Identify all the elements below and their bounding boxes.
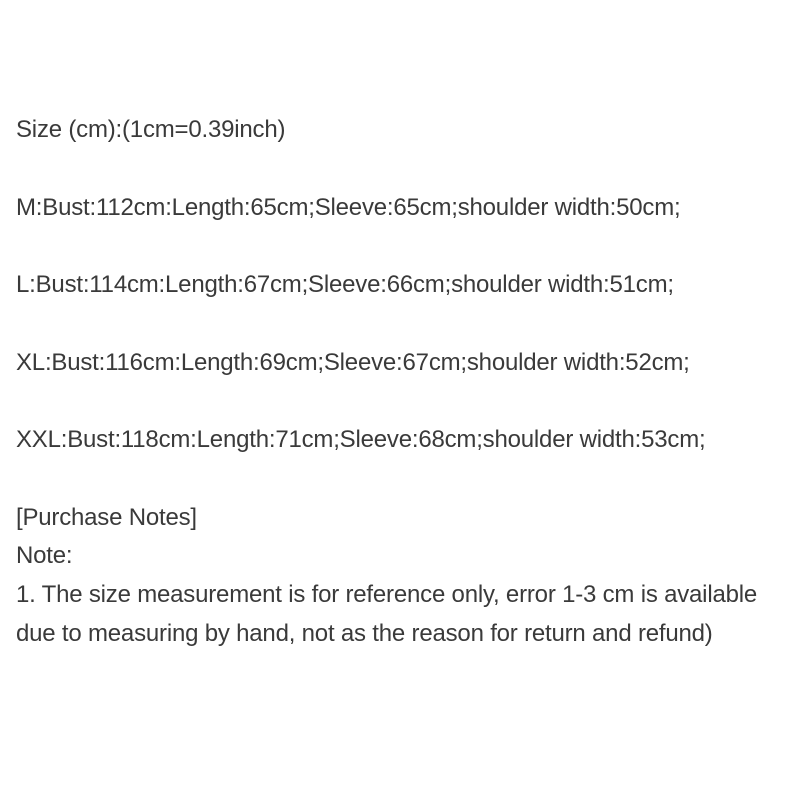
- size-header: Size (cm):(1cm=0.39inch): [16, 116, 286, 143]
- size-row-l: L:Bust:114cm:Length:67cm;Sleeve:66cm;shoulder width:51cm;: [16, 271, 674, 298]
- size-row-m: M:Bust:112cm:Length:65cm;Sleeve:65cm;shoulder width:50cm;: [16, 194, 681, 221]
- size-row-xl: XL:Bust:116cm:Length:69cm;Sleeve:67cm;shoulder width:52cm;: [16, 349, 690, 376]
- purchase-notes-title: [Purchase Notes]: [16, 504, 197, 531]
- size-row-xxl: XXL:Bust:118cm:Length:71cm;Sleeve:68cm;shoulder width:53cm;: [16, 426, 706, 453]
- note-label: Note:: [16, 542, 73, 569]
- note-item: 1. The size measurement is for reference only, error 1-3 cm is available due to measuring by hand, not as the reason for return and refund): [16, 581, 758, 647]
